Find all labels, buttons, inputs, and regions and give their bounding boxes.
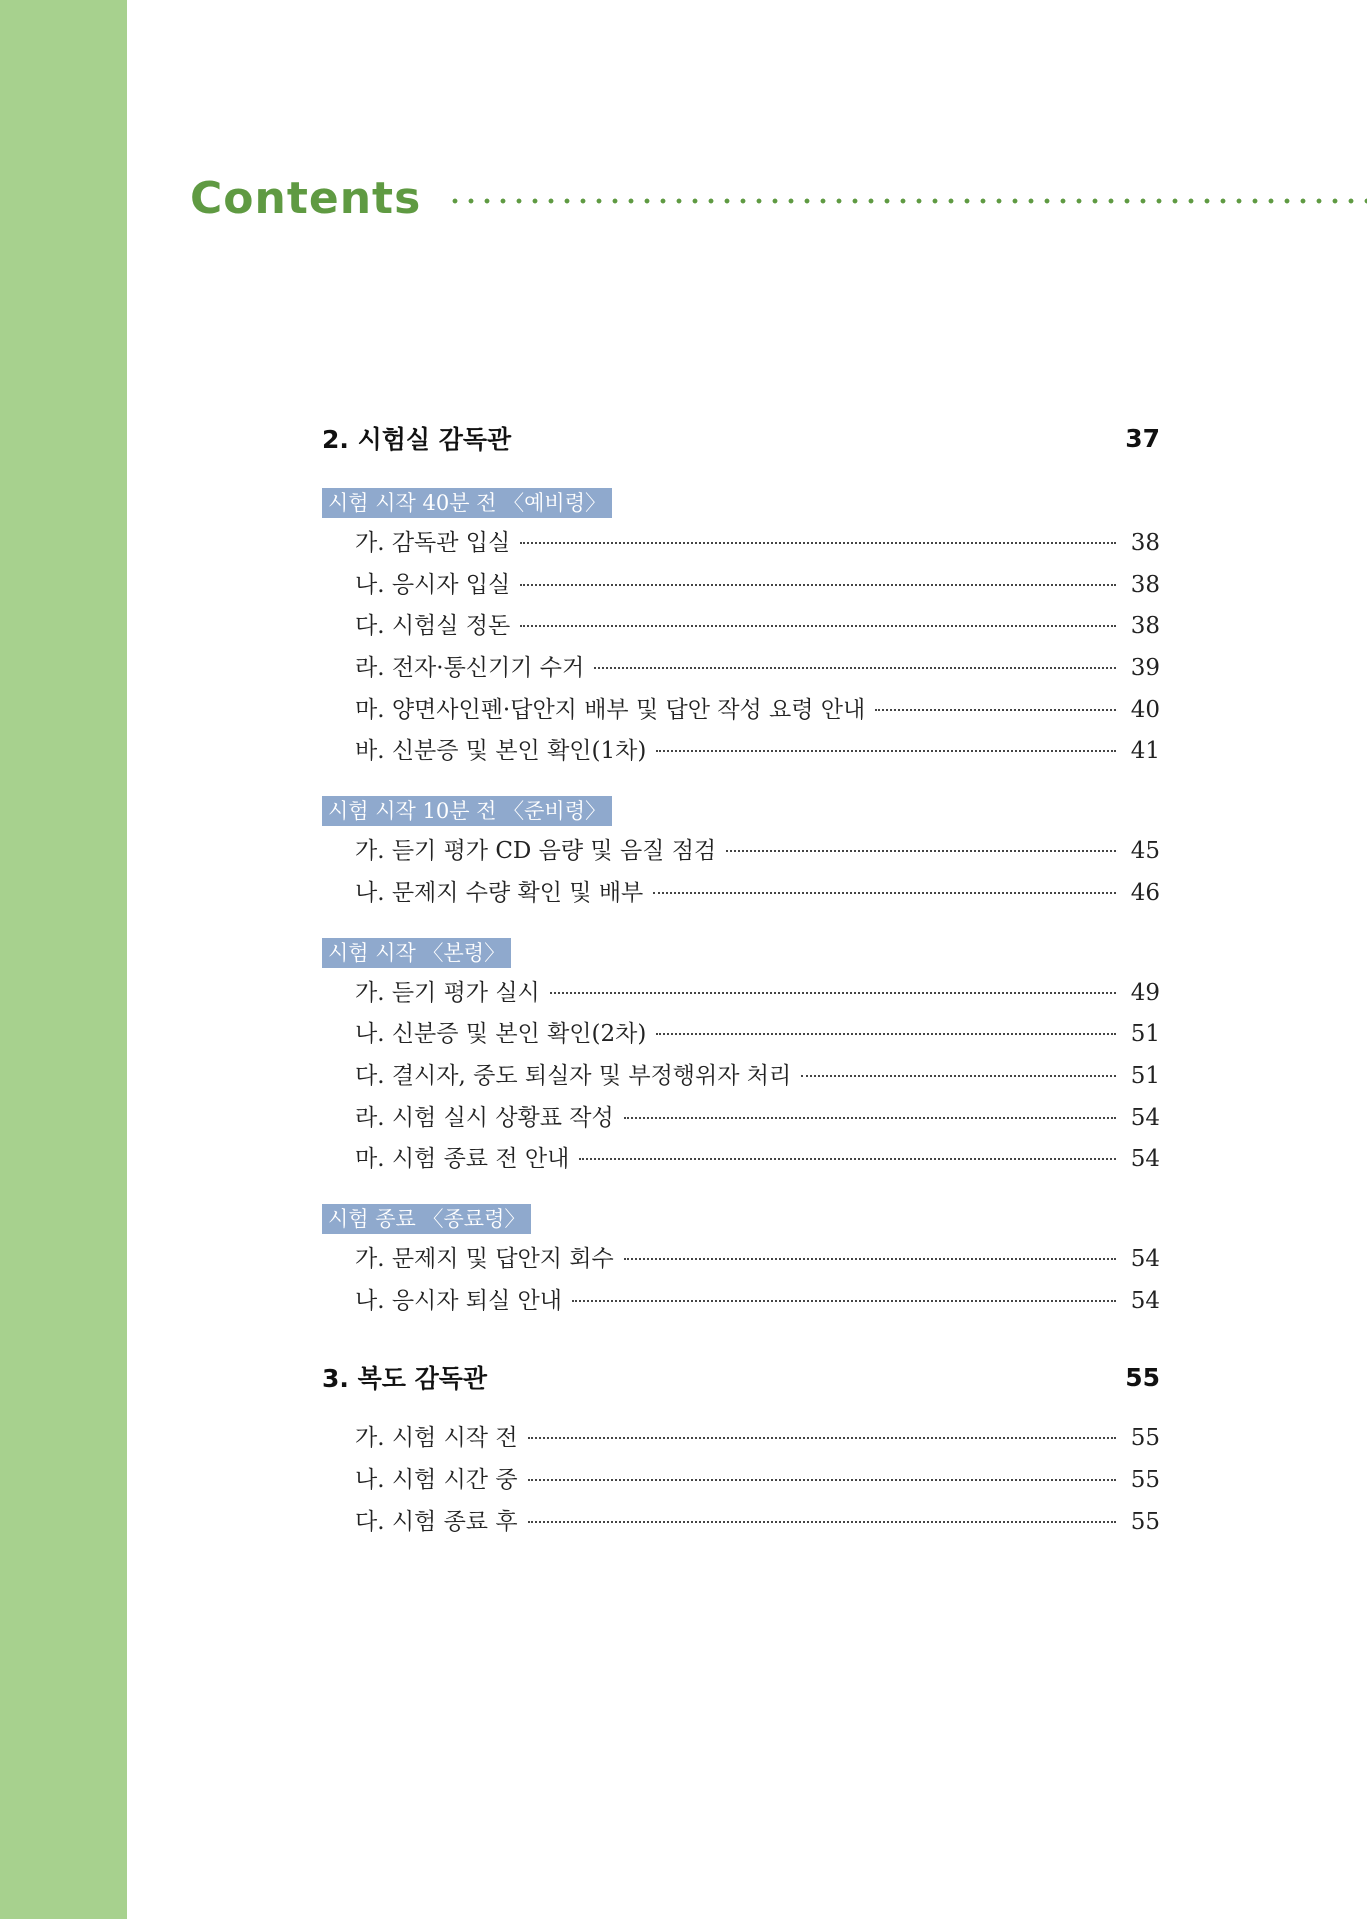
toc-section-preparation <box>322 796 1160 915</box>
toc-entry[interactable] <box>322 1057 1160 1099</box>
toc-section-end <box>322 1204 1160 1323</box>
toc-entry[interactable] <box>322 607 1160 649</box>
entry-title: 라. 전자·통신기기 수거 <box>355 655 585 682</box>
chapter-page: 55 <box>1125 1362 1160 1392</box>
toc-entry[interactable] <box>322 1099 1160 1141</box>
entry-title: 나. 문제지 수량 확인 및 배부 <box>355 879 644 906</box>
entry-page: 51 <box>1130 1021 1160 1048</box>
entry-page: 55 <box>1130 1508 1160 1535</box>
toc-entry[interactable] <box>322 974 1160 1016</box>
entry-page: 55 <box>1130 1425 1160 1452</box>
dot-leader <box>726 850 1116 852</box>
dot-leader <box>594 667 1116 669</box>
entry-title: 바. 신분증 및 본인 확인(1차) <box>355 738 647 765</box>
entry-title: 가. 시험 시작 전 <box>355 1425 518 1452</box>
toc-entry[interactable] <box>322 524 1160 566</box>
sidebar-stripe <box>0 0 127 1919</box>
entry-page: 46 <box>1130 879 1160 906</box>
entry-title: 다. 시험 종료 후 <box>355 1508 518 1535</box>
chapter-title: 2. 시험실 감독관 <box>322 425 512 454</box>
entry-title: 마. 양면사인펜·답안지 배부 및 답안 작성 요령 안내 <box>355 696 866 723</box>
dot-leader <box>572 1300 1116 1302</box>
toc-entry[interactable] <box>322 649 1160 691</box>
entry-title: 나. 응시자 입실 <box>355 571 511 598</box>
entry-page: 39 <box>1130 655 1160 682</box>
toc-entry[interactable] <box>322 1015 1160 1057</box>
dot-leader <box>520 584 1116 586</box>
entry-page: 54 <box>1130 1146 1160 1173</box>
contents-header <box>190 168 1367 228</box>
entry-page: 49 <box>1130 979 1160 1006</box>
dot-leader <box>550 992 1116 994</box>
entry-page: 38 <box>1130 530 1160 556</box>
dot-leader <box>579 1158 1116 1160</box>
header-dotted-line <box>447 198 1367 204</box>
toc-entry[interactable] <box>322 691 1160 733</box>
section-label: 시험 종료 〈종료령〉 <box>322 1204 531 1234</box>
toc-entry[interactable] <box>322 732 1160 774</box>
dot-leader <box>656 1033 1116 1035</box>
dot-leader <box>801 1075 1116 1077</box>
entry-title: 가. 문제지 및 답안지 회수 <box>355 1245 614 1272</box>
entry-title: 라. 시험 실시 상황표 작성 <box>355 1104 614 1131</box>
toc-entry[interactable] <box>322 1419 1160 1461</box>
entry-title: 다. 시험실 정돈 <box>355 613 511 640</box>
chapter-title: 3. 복도 감독관 <box>322 1364 488 1394</box>
toc-entry[interactable] <box>322 1140 1160 1182</box>
dot-leader <box>624 1117 1116 1119</box>
dot-leader <box>656 750 1116 752</box>
table-of-contents <box>322 410 1160 1544</box>
dot-leader <box>653 892 1116 894</box>
toc-chapter-2[interactable] <box>322 410 1160 466</box>
toc-chapter-3-entries <box>322 1419 1160 1544</box>
entry-page: 51 <box>1130 1062 1160 1089</box>
entry-page: 54 <box>1130 1287 1160 1314</box>
entry-title: 가. 감독관 입실 <box>355 530 511 556</box>
toc-entry[interactable] <box>322 566 1160 608</box>
entry-page: 41 <box>1130 738 1160 765</box>
toc-entry[interactable] <box>322 1461 1160 1503</box>
page-title: Contents <box>190 172 422 224</box>
entry-page: 40 <box>1130 696 1160 723</box>
section-label: 시험 시작 〈본령〉 <box>322 938 511 968</box>
entry-page: 54 <box>1130 1104 1160 1131</box>
toc-entry[interactable] <box>322 1503 1160 1545</box>
toc-entry[interactable] <box>322 1282 1160 1324</box>
section-label: 시험 시작 10분 전 〈준비령〉 <box>322 796 612 826</box>
dot-leader <box>520 625 1116 627</box>
chapter-page: 37 <box>1125 423 1160 453</box>
entry-title: 나. 신분증 및 본인 확인(2차) <box>355 1021 647 1048</box>
entry-page: 55 <box>1130 1467 1160 1493</box>
toc-section-main <box>322 938 1160 1182</box>
dot-leader <box>520 542 1116 544</box>
toc-entry[interactable] <box>322 832 1160 874</box>
dot-leader <box>528 1521 1116 1523</box>
entry-page: 54 <box>1130 1245 1160 1272</box>
entry-page: 38 <box>1130 571 1160 598</box>
toc-section-preliminary <box>322 488 1160 774</box>
entry-title: 가. 듣기 평가 실시 <box>355 979 540 1006</box>
dot-leader <box>528 1479 1116 1481</box>
entry-title: 나. 응시자 퇴실 안내 <box>355 1287 562 1314</box>
dot-leader <box>624 1258 1116 1260</box>
entry-title: 나. 시험 시간 중 <box>355 1467 518 1493</box>
entry-title: 가. 듣기 평가 CD 음량 및 음질 점검 <box>355 838 717 865</box>
entry-page: 45 <box>1130 838 1160 865</box>
toc-entry[interactable] <box>322 874 1160 916</box>
entry-page: 38 <box>1130 613 1160 640</box>
section-label: 시험 시작 40분 전 〈예비령〉 <box>322 488 612 518</box>
entry-title: 마. 시험 종료 전 안내 <box>355 1146 570 1173</box>
dot-leader <box>528 1437 1116 1439</box>
toc-chapter-3[interactable] <box>322 1349 1160 1405</box>
entry-title: 다. 결시자, 중도 퇴실자 및 부정행위자 처리 <box>355 1062 792 1089</box>
toc-entry[interactable] <box>322 1240 1160 1282</box>
dot-leader <box>875 709 1116 711</box>
